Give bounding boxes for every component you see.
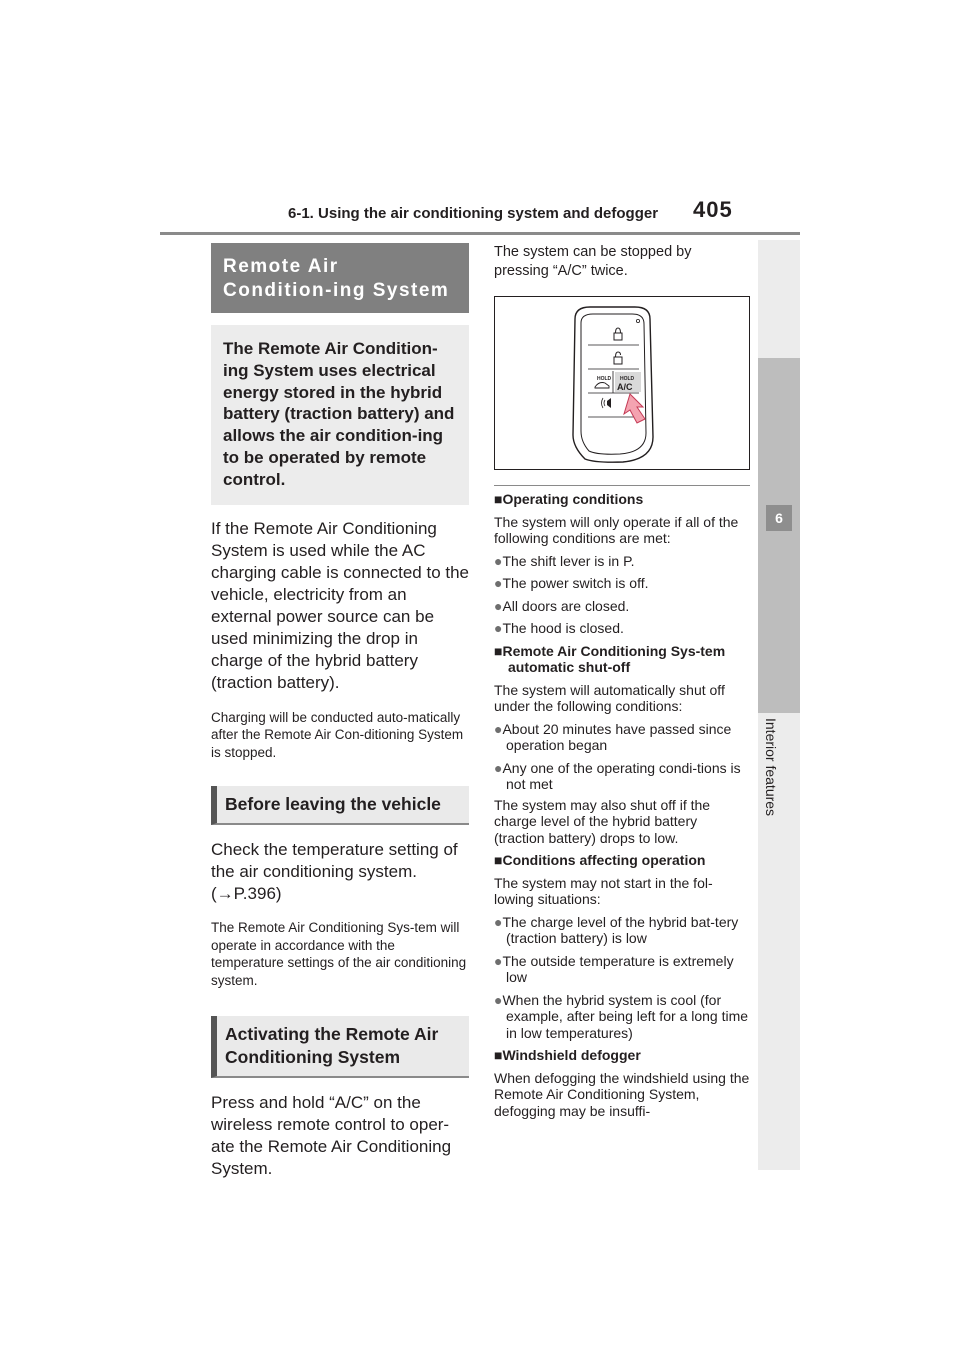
- section-heading: Remote Air Condition-ing System: [211, 243, 469, 313]
- shutoff-note: The system may also shut off if the charge level of the hybrid battery (traction battery) drops to low.: [494, 796, 711, 846]
- before-leaving-heading: Before leaving the vehicle: [211, 786, 469, 825]
- list-item: ●When the hybrid system is cool (for example, after being left for a long time in low temperatures): [494, 991, 749, 1041]
- intro-note: Charging will be conducted auto-matically after the Remote Air Con-ditioning System is stopped.: [211, 709, 464, 760]
- affecting-text: The system may not start in the fol-lowing situations:: [494, 874, 713, 907]
- bullet-icon: ●: [494, 620, 503, 636]
- affecting-heading: ■Conditions affecting operation: [494, 852, 706, 868]
- operating-conditions-text: The system will only operate if all of the following conditions are met:: [494, 513, 739, 546]
- header-divider: [160, 232, 800, 235]
- list-item: ●The shift lever is in P.: [494, 552, 635, 569]
- section-summary: The Remote Air Condition-ing System uses electrical energy stored in the hybrid battery (traction battery) and allows the air condition-ing to be operated by remote control.: [211, 325, 469, 505]
- side-tab-highlight: [758, 358, 800, 713]
- bullet-icon: ●: [494, 552, 503, 569]
- activating-heading: Activating the Remote Air Conditioning System: [211, 1016, 469, 1078]
- remote-key-illustration: [495, 297, 749, 469]
- intro-paragraph: If the Remote Air Conditioning System is used while the AC charging cable is connected to the vehicle, electricity from an external power source can be used minimizing the drop in charge of the hybrid battery (traction battery).: [211, 518, 470, 692]
- bullet-icon: ●: [494, 597, 503, 614]
- before-leaving-paragraph: Check the temperature setting of the air conditioning system. (→P.396): [211, 840, 458, 904]
- list-item: ●About 20 minutes have passed since operation began: [494, 720, 732, 753]
- activating-paragraph: Press and hold “A/C” on the wireless remote control to oper-ate the Remote Air Conditioning System.: [211, 1093, 452, 1179]
- operating-conditions-heading: ■Operating conditions: [494, 491, 644, 507]
- page-number: 405: [693, 197, 733, 222]
- stop-paragraph: The system can be stopped by pressing “A/C” twice.: [494, 244, 692, 279]
- bullet-icon: ●: [494, 575, 503, 591]
- list-item: ●The charge level of the hybrid bat-tery (traction battery) is low: [494, 913, 739, 946]
- ac-button-label: A/C: [617, 382, 633, 392]
- bullet-icon: ●: [494, 759, 503, 776]
- list-item: ●The hood is closed.: [494, 620, 624, 636]
- figure-divider: [494, 485, 750, 486]
- left-column: [211, 243, 469, 1180]
- list-item: ●All doors are closed.: [494, 597, 630, 614]
- shutoff-text: The system will automatically shut off under the following conditions:: [494, 681, 725, 714]
- list-item: ●The outside temperature is extremely low: [494, 952, 734, 985]
- bullet-icon: ●: [494, 952, 503, 969]
- right-column: [494, 243, 750, 1119]
- bullet-icon: ●: [494, 991, 503, 1008]
- bullet-icon: ●: [494, 720, 503, 737]
- chapter-label: Interior features: [763, 718, 779, 817]
- list-item: ●Any one of the operating condi-tions is not met: [494, 759, 741, 792]
- bullet-icon: ●: [494, 913, 503, 930]
- before-leaving-note: The Remote Air Conditioning Sys-tem will operate in accordance with the temperature settings of the air conditioning system.: [211, 920, 467, 988]
- hold-label-left: HOLD: [597, 376, 612, 382]
- chapter-number-badge: 6: [766, 505, 792, 531]
- section-title: 6-1. Using the air conditioning system and defogger: [288, 205, 659, 222]
- hold-label-right: HOLD: [620, 376, 635, 382]
- windshield-heading: ■Windshield defogger: [494, 1047, 641, 1063]
- list-item: ●The power switch is off.: [494, 575, 649, 591]
- shutoff-heading: ■Remote Air Conditioning Sys-tem automatic shut-off: [494, 642, 726, 675]
- windshield-text: When defogging the windshield using the Remote Air Conditioning System, defogging may be insuffi-: [494, 1069, 750, 1119]
- remote-key-figure: [494, 296, 750, 470]
